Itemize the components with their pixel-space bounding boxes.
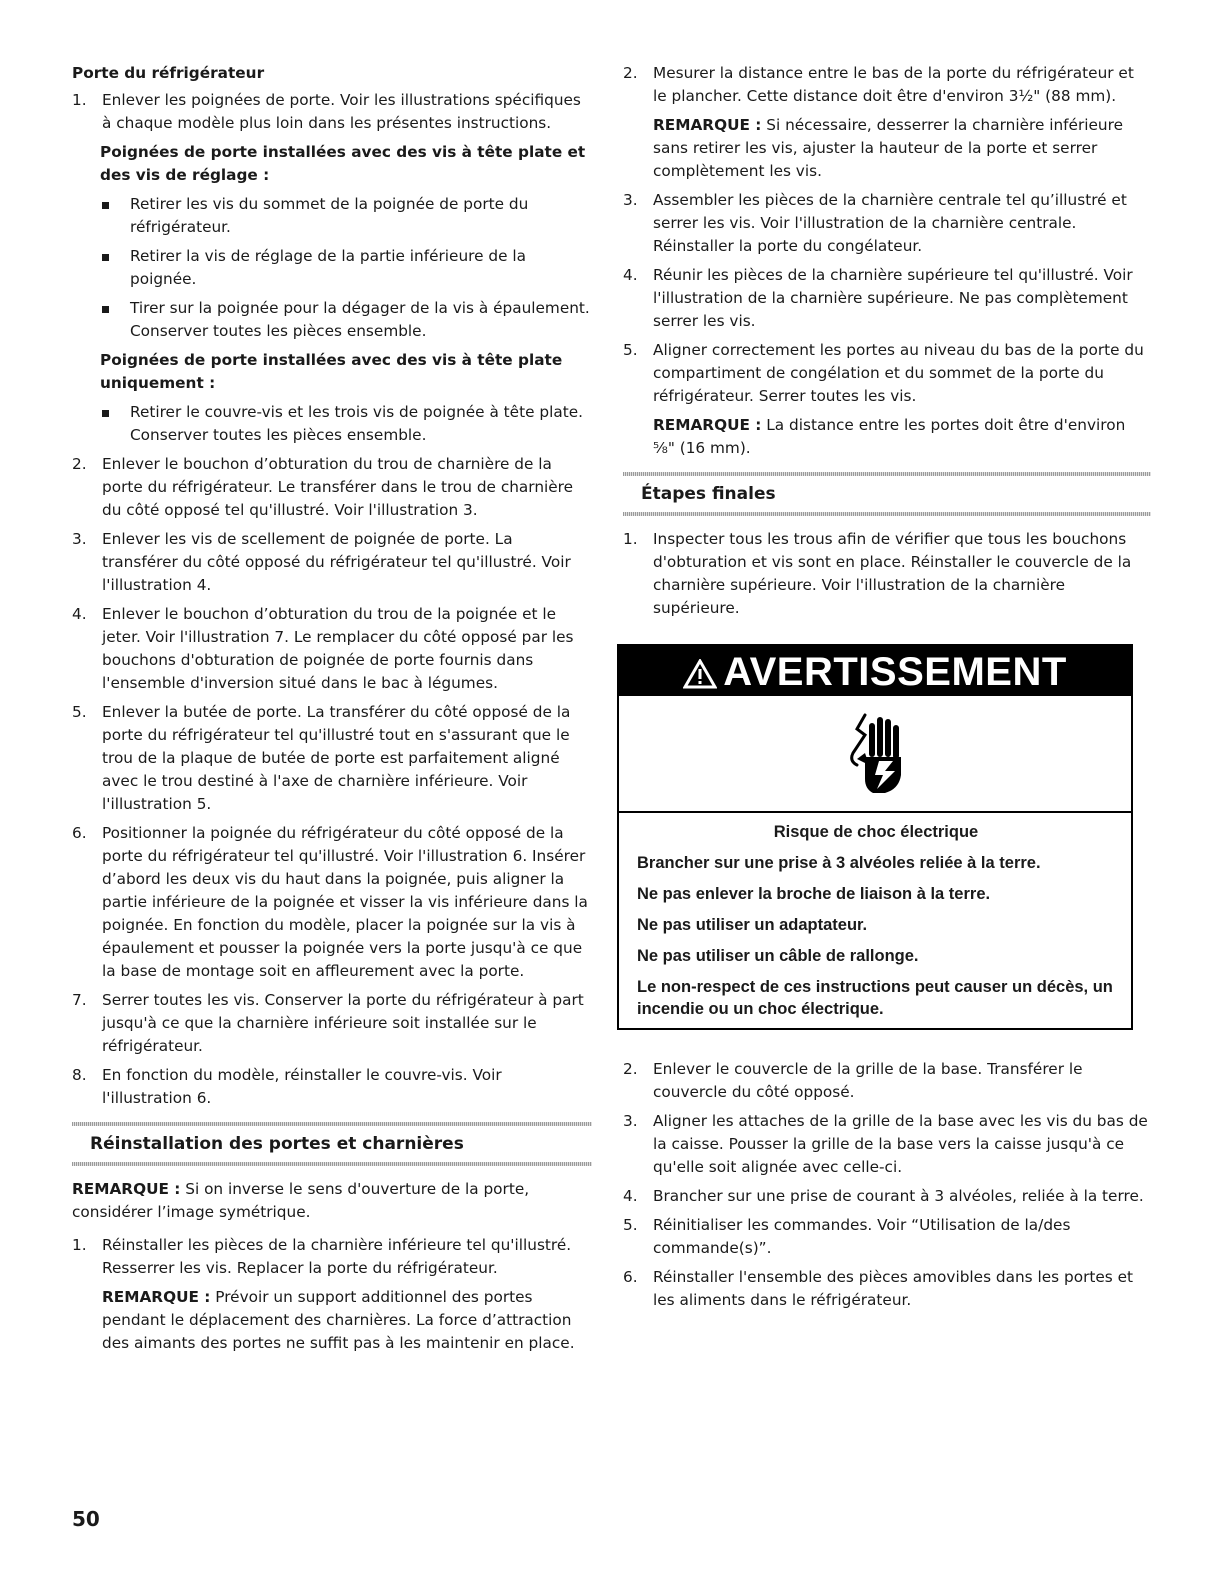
step-number: 1. (72, 1236, 87, 1254)
warning-risk: Risque de choc électrique (773, 823, 979, 841)
step-number: 4. (72, 605, 87, 623)
step-number: 7. (72, 991, 87, 1009)
step-text: Réinstaller les pièces de la charnière inférieure tel qu'illustré. Resserrer les vis. Replacer la porte du réfrigérateur. (102, 1236, 572, 1277)
step-text: Enlever le bouchon d’obturation du trou de la poignée et le jeter. Voir l'illustration 7. Le remplacer du côté opposé par les bouchons d'obturation de poignée de porte fournis dans l'ensemble d'inversion situé dans le bac à légumes. (102, 605, 574, 692)
step-text: Enlever le bouchon d’obturation du trou de charnière de la porte du réfrigérateur. Le transférer dans le trou de charnière du côté opposé tel qu'illustré. Voir l'illustration 3. (102, 455, 574, 519)
subheading-flat-and-set-screws: Poignées de porte installées avec des vis à tête plate et des vis de réglage : (100, 143, 586, 184)
divider (623, 512, 1151, 516)
section-header-final-steps (623, 472, 1151, 516)
step-text: Réinstaller l'ensemble des pièces amovibles dans les portes et les aliments dans le réfrigérateur. (653, 1268, 1134, 1309)
left-column (72, 62, 592, 1361)
electric-shock-hand-icon (619, 696, 1131, 813)
reinstall-step-4 (623, 264, 1151, 333)
step-text: Enlever les vis de scellement de poignée de porte. La transférer du côté opposé du réfrigérateur tel qu'illustré. Voir l'illustration 4. (102, 530, 571, 594)
bullet-icon (102, 202, 109, 209)
reinstall-step-2 (623, 62, 1151, 183)
step-number: 1. (623, 530, 638, 548)
warning-line: Ne pas utiliser un câble de rallonge. (637, 947, 919, 965)
warning-line: Brancher sur une prise à 3 alvéoles reliée à la terre. (637, 854, 1041, 872)
step-text: Serrer toutes les vis. Conserver la porte du réfrigérateur à part jusqu'à ce que la charnière inférieure soit installée sur le réfrigérateur. (102, 991, 584, 1055)
bullet-item (72, 245, 592, 291)
step-text: Assembler les pièces de la charnière centrale tel qu’illustré et serrer les vis. Voir l'illustration de la charnière centrale. Réinstaller la porte du congélateur. (653, 191, 1127, 255)
final-step-4 (623, 1185, 1151, 1208)
note-text: La distance entre les portes doit être d'environ ⅝" (16 mm). (653, 416, 1126, 457)
bullet-item (72, 193, 592, 239)
step-number: 5. (623, 1216, 638, 1234)
warning-box (617, 644, 1133, 1030)
warning-header (619, 646, 1131, 696)
step-number: 1. (72, 91, 87, 109)
bullet-text: Retirer les vis du sommet de la poignée de porte du réfrigérateur. (130, 195, 529, 236)
step-5 (72, 701, 592, 816)
final-step-6 (623, 1266, 1151, 1312)
bullet-icon (102, 254, 109, 261)
step-number: 6. (72, 824, 87, 842)
note-text: Si nécessaire, desserrer la charnière inférieure sans retirer les vis, ajuster la hauteur de la porte et serrer complètement les vis. (653, 116, 1123, 180)
bullet-icon (102, 306, 109, 313)
warning-line: Ne pas utiliser un adaptateur. (637, 916, 868, 934)
step-text: Mesurer la distance entre le bas de la porte du réfrigérateur et le plancher. Cette distance doit être d'environ 3½" (88 mm). (653, 64, 1134, 105)
step-1 (72, 89, 592, 135)
warning-consequence: Le non-respect de ces instructions peut causer un décès, un incendie ou un choc électrique. (637, 978, 1113, 1018)
note-text: Prévoir un support additionnel des portes pendant le déplacement des charnières. La force d’attraction des aimants des portes ne suffit pas à les maintenir en place. (102, 1288, 575, 1352)
electric-shock-symbol (835, 709, 915, 799)
note-text: Si on inverse le sens d'ouverture de la porte, considérer l’image symétrique. (72, 1180, 530, 1221)
final-step-1 (623, 528, 1151, 620)
step-text: Réinitialiser les commandes. Voir “Utilisation de la/des commande(s)”. (653, 1216, 1071, 1257)
final-step-2 (623, 1058, 1151, 1104)
bullet-item (72, 401, 592, 447)
step-number: 4. (623, 1187, 638, 1205)
step-number: 3. (623, 1112, 638, 1130)
bullet-text: Retirer la vis de réglage de la partie inférieure de la poignée. (130, 247, 526, 288)
note-label: REMARQUE : (102, 1288, 211, 1306)
final-step-5 (623, 1214, 1151, 1260)
right-column (623, 62, 1151, 1318)
step-number: 2. (72, 455, 87, 473)
reinstall-step-3 (623, 189, 1151, 258)
reinstall-step-5 (623, 339, 1151, 460)
bullet-item (72, 297, 592, 343)
step-number: 5. (72, 703, 87, 721)
step-text: Enlever la butée de porte. La transférer du côté opposé de la porte du réfrigérateur tel qu'illustré tout en s'assurant que le trou de la plaque de butée de porte est parfaitement aligné avec le trou destiné à l'axe de charnière inférieure. Voir l'illustration 5. (102, 703, 571, 813)
step-6 (72, 822, 592, 983)
step-text: Enlever les poignées de porte. Voir les illustrations spécifiques à chaque modèle plus loin dans les présentes instructions. (102, 91, 581, 132)
step-number: 6. (623, 1268, 638, 1286)
note-label: REMARQUE : (653, 416, 762, 434)
step-4 (72, 603, 592, 695)
step-number: 2. (623, 64, 638, 82)
step-number: 2. (623, 1060, 638, 1078)
subheading-flat-screws-only: Poignées de porte installées avec des vis à tête plate uniquement : (100, 351, 563, 392)
section-title: Réinstallation des portes et charnières (90, 1134, 464, 1154)
step-text: Positionner la poignée du réfrigérateur du côté opposé de la porte du réfrigérateur tel qu'illustré. Voir l'illustration 6. Insérer d’abord les deux vis du haut dans la poignée, puis aligner la partie inférieure de la poignée et visser la vis inférieure dans la poignée. En fonction du modèle, placer la poignée sur la vis à épaulement et pousser la poignée vers la porte jusqu'à ce que la base de montage soit en affleurement avec la porte. (102, 824, 588, 980)
bullet-text: Tirer sur la poignée pour la dégager de la vis à épaulement. Conserver toutes les pièces ensemble. (130, 299, 590, 340)
warning-triangle-icon (683, 659, 717, 689)
step-number: 4. (623, 266, 638, 284)
step-number: 5. (623, 341, 638, 359)
step-number: 3. (72, 530, 87, 548)
step-number: 3. (623, 191, 638, 209)
step-note (102, 1286, 592, 1355)
step-text: Inspecter tous les trous afin de vérifier que tous les bouchons d'obturation et vis sont en place. Réinstaller le couvercle de la charnière supérieure. Voir l'illustration de la charnière supérieure. (653, 530, 1132, 617)
step-8 (72, 1064, 592, 1110)
warning-title: AVERTISSEMENT (723, 650, 1067, 694)
step-2 (72, 453, 592, 522)
bullet-text: Retirer le couvre-vis et les trois vis de poignée à tête plate. Conserver toutes les pièces ensemble. (130, 403, 583, 444)
section-title: Étapes finales (641, 484, 776, 504)
step-text: Enlever le couvercle de la grille de la base. Transférer le couvercle du côté opposé. (653, 1060, 1083, 1101)
section-note (72, 1178, 592, 1224)
step-text: En fonction du modèle, réinstaller le couvre-vis. Voir l'illustration 6. (102, 1066, 502, 1107)
final-step-3 (623, 1110, 1151, 1179)
reinstall-step-1 (72, 1234, 592, 1355)
step-3 (72, 528, 592, 597)
heading-refrigerator-door: Porte du réfrigérateur (72, 64, 265, 82)
note-label: REMARQUE : (72, 1180, 181, 1198)
divider (72, 1162, 592, 1166)
warning-text (619, 813, 1131, 1028)
step-text: Brancher sur une prise de courant à 3 alvéoles, reliée à la terre. (653, 1187, 1144, 1205)
step-note (653, 414, 1151, 460)
bullet-icon (102, 410, 109, 417)
note-label: REMARQUE : (653, 116, 762, 134)
page-number: 50 (72, 1507, 100, 1531)
section-header-reinstallation (72, 1122, 592, 1166)
step-note (653, 114, 1151, 183)
warning-line: Ne pas enlever la broche de liaison à la terre. (637, 885, 991, 903)
step-text: Aligner correctement les portes au niveau du bas de la porte du compartiment de congélation et du sommet de la porte du réfrigérateur. Serrer toutes les vis. (653, 341, 1144, 405)
step-text: Réunir les pièces de la charnière supérieure tel qu'illustré. Voir l'illustration de la charnière supérieure. Ne pas complètement serrer les vis. (653, 266, 1133, 330)
step-number: 8. (72, 1066, 87, 1084)
step-text: Aligner les attaches de la grille de la base avec les vis du bas de la caisse. Pousser la grille de la base vers la caisse jusqu'à ce qu'elle soit alignée avec celle-ci. (653, 1112, 1148, 1176)
step-7 (72, 989, 592, 1058)
